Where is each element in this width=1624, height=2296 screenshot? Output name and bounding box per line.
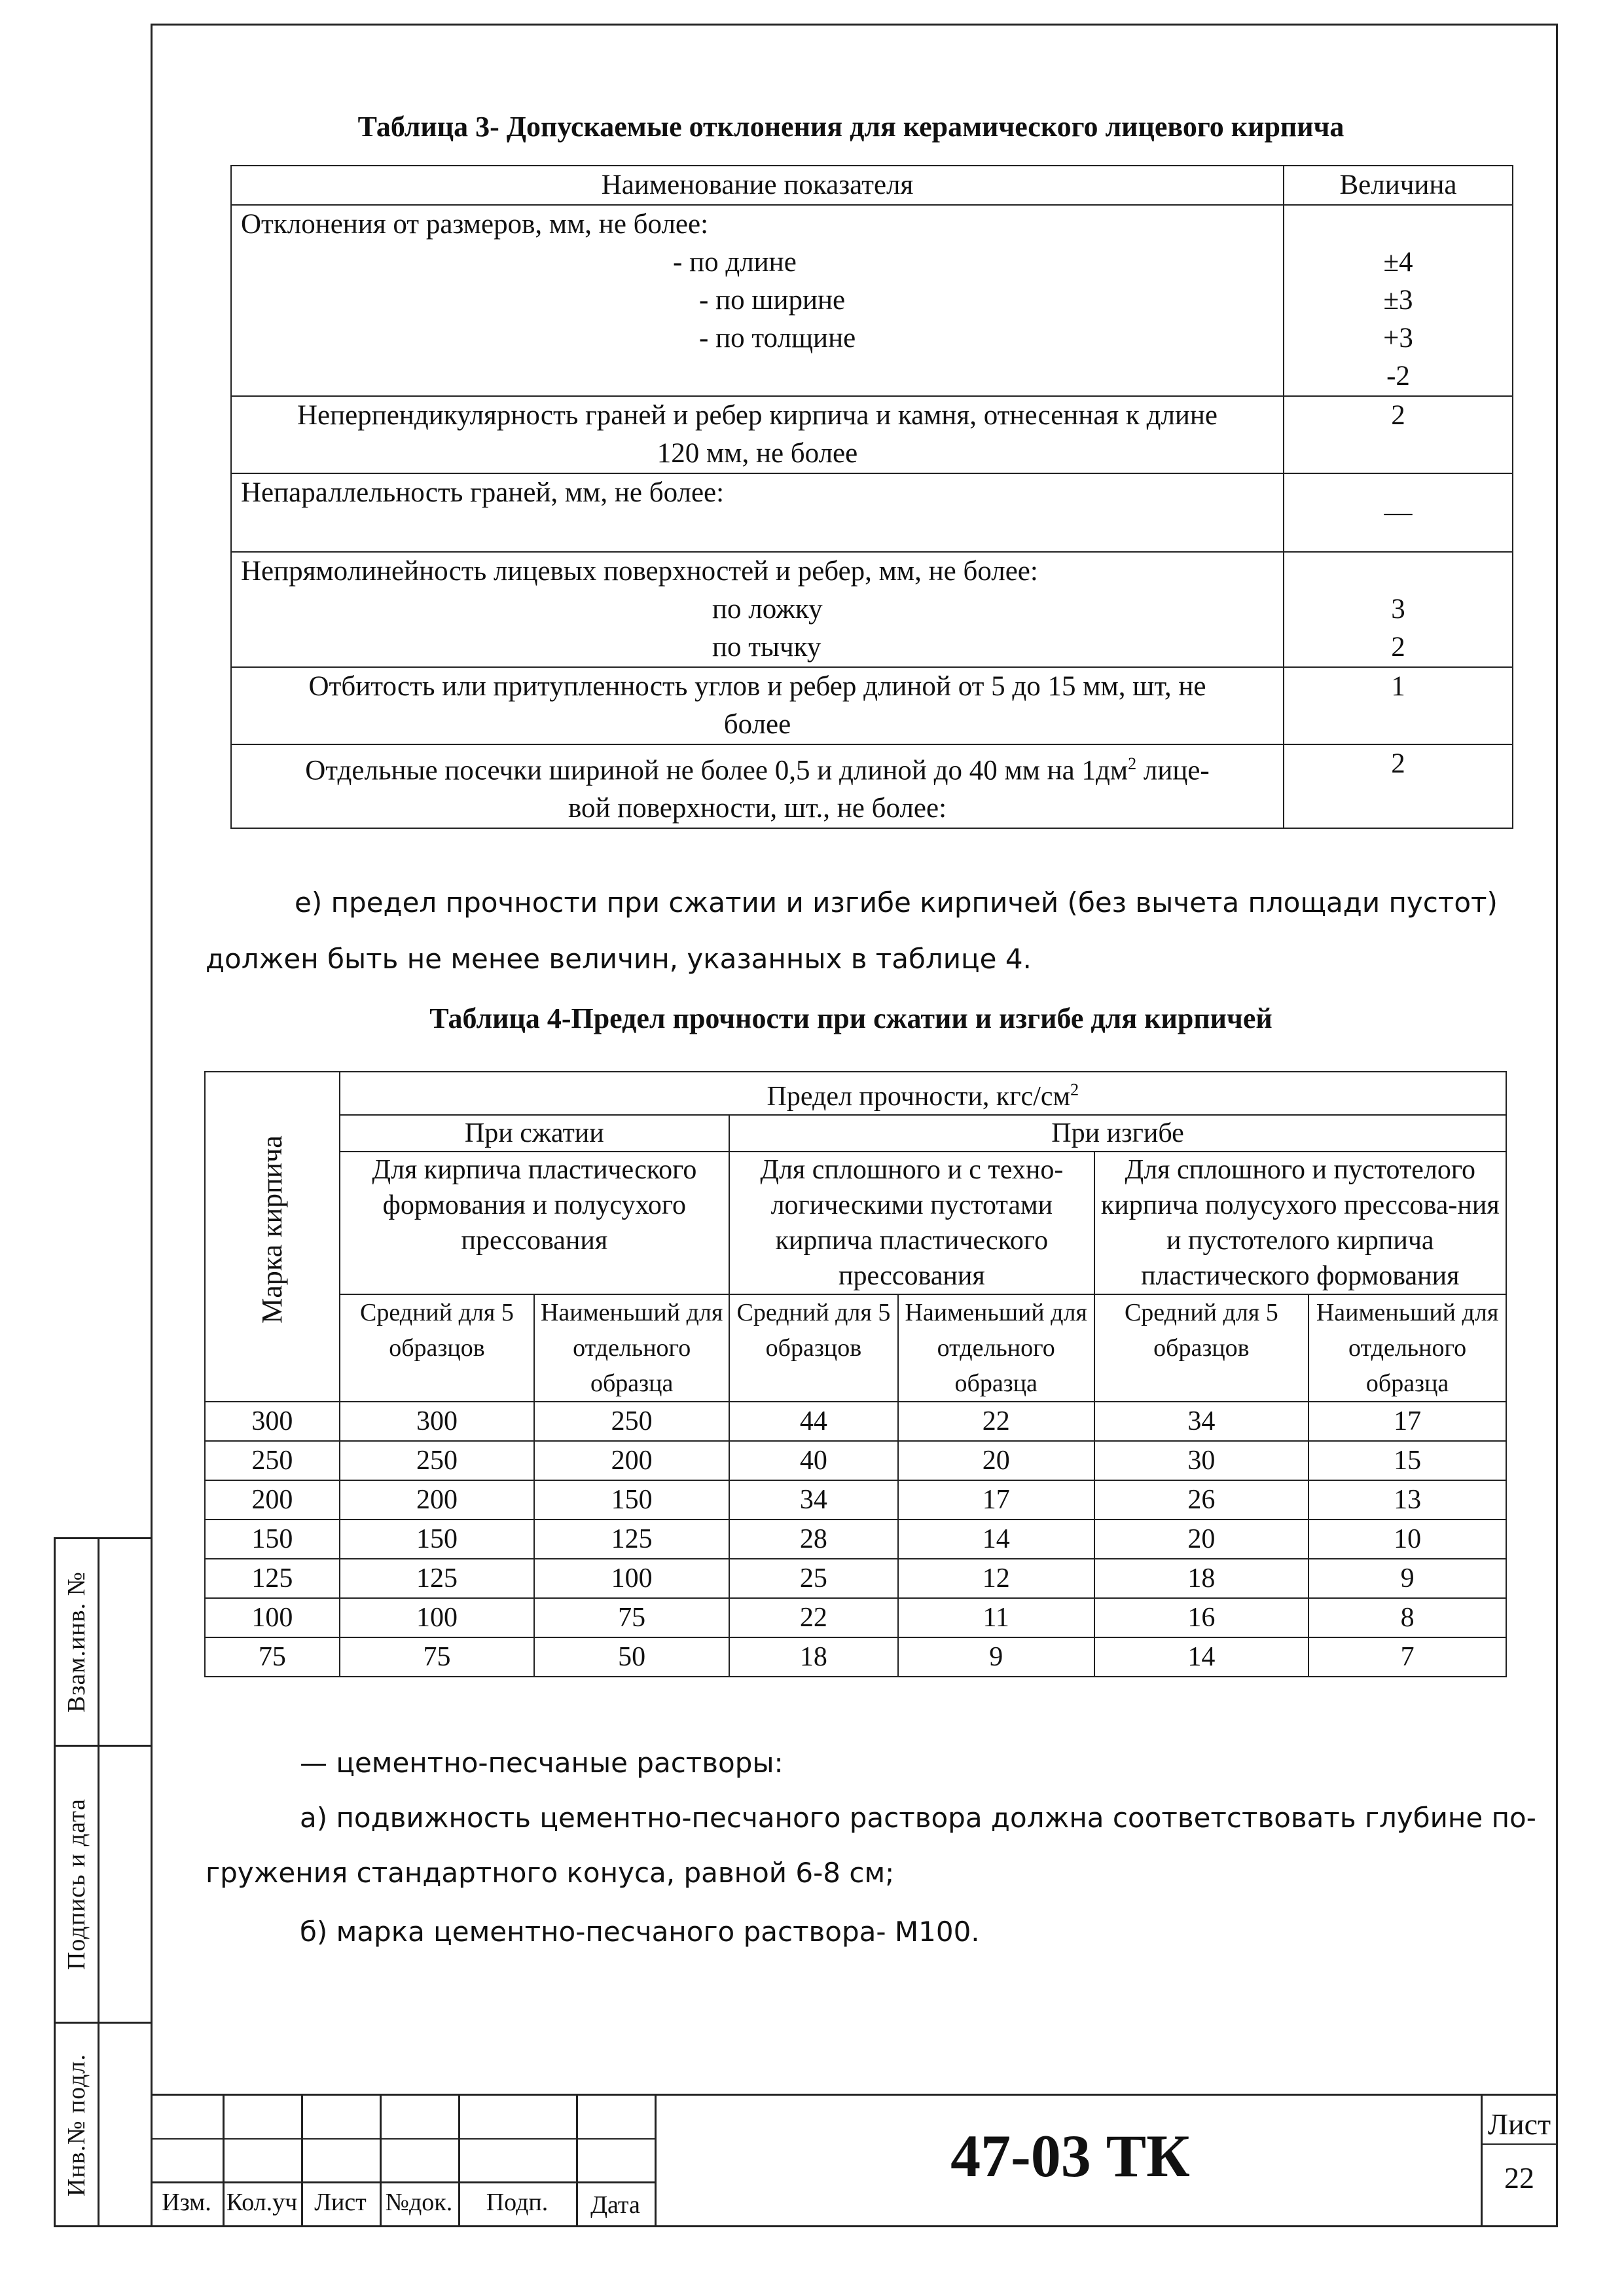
table3-cell <box>231 744 1284 828</box>
min-header: Наименьший для отдельного образца <box>898 1294 1094 1402</box>
table4-strength-header <box>340 1072 1506 1115</box>
value-cell: 14 <box>1094 1637 1309 1677</box>
table-row <box>205 1598 1506 1637</box>
stamp-top-line <box>151 2094 1558 2096</box>
table3-header-row <box>231 166 1513 205</box>
table3 <box>230 165 1513 829</box>
group1-header: Для кирпича пластического формования и полусухого прессования <box>340 1152 729 1294</box>
table-row <box>205 1559 1506 1598</box>
value-cell: 18 <box>1094 1559 1309 1598</box>
table-row <box>205 1402 1506 1441</box>
side-stamp <box>54 1537 151 2227</box>
value-cell: 40 <box>729 1441 898 1480</box>
table4-brand-header <box>205 1072 340 1402</box>
col-list: Лист <box>314 2189 367 2216</box>
value-cell: 125 <box>534 1520 729 1559</box>
value-cell: 16 <box>1094 1598 1309 1637</box>
side-cell-replaced-inv <box>56 1539 98 1745</box>
superscript: 2 <box>1128 754 1137 773</box>
table-row <box>231 396 1513 473</box>
table3-cell <box>231 552 1284 667</box>
value-cell: 15 <box>1308 1441 1506 1480</box>
para-e-line1: е) предел прочности при сжатии и изгибе кирпичей (без вычета площади пустот) <box>295 886 1498 919</box>
col-ndok: №док. <box>385 2189 453 2216</box>
table3-cell <box>231 667 1284 744</box>
table-row <box>231 205 1513 396</box>
value-cell: 30 <box>1094 1441 1309 1480</box>
table3-cell <box>231 205 1284 396</box>
row-title: Отклонения от размеров, мм, не более: <box>241 209 709 240</box>
spacer <box>1293 553 1503 591</box>
table-row <box>205 1480 1506 1520</box>
value-cell: 7 <box>1308 1637 1506 1677</box>
table3-caption: Таблица 3- Допускаемые отклонения для керамического лицевого кирпича <box>357 111 1344 143</box>
min-header: Наименьший для отдельного образца <box>534 1294 729 1402</box>
value-cell: 10 <box>1308 1520 1506 1559</box>
side-divider <box>98 1539 99 2225</box>
stamp-row-line <box>1481 2143 1558 2145</box>
table-row <box>205 1441 1506 1480</box>
col-kolvo: Кол.уч <box>226 2189 298 2216</box>
table3-cell <box>1284 205 1513 396</box>
value-cell: 75 <box>534 1598 729 1637</box>
side-cell-signature <box>56 1747 98 2022</box>
row-title: Непрямолинейность лицевых поверхностей и ребер, мм, не более: <box>241 556 1038 587</box>
row-value: 1 <box>1284 667 1513 744</box>
row-text-a: Отдельные посечки шириной не более 0,5 и длиной до 40 мм на 1дм <box>305 755 1128 786</box>
brand-cell: 100 <box>205 1598 340 1637</box>
row-sub: по ложку <box>712 594 823 625</box>
table-row <box>231 667 1513 744</box>
row-text-b: лице- <box>1136 755 1210 786</box>
row-text: вой поверхности, шт., не более: <box>568 793 947 824</box>
row-text: Неперпендикулярность граней и ребер кирпича и камня, отнесенная к длине <box>297 400 1218 431</box>
value-cell: 22 <box>729 1598 898 1637</box>
row-text: Непараллельность граней, мм, не более: <box>231 473 1284 552</box>
row-value: ±3 <box>1383 285 1413 316</box>
value-cell: 100 <box>534 1559 729 1598</box>
min-header: Наименьший для отдельного образца <box>1308 1294 1506 1402</box>
value-cell: 150 <box>340 1520 535 1559</box>
table4-header-row <box>205 1072 1506 1115</box>
table4-header-row <box>205 1294 1506 1402</box>
value-cell: 8 <box>1308 1598 1506 1637</box>
value-cell: 300 <box>340 1402 535 1441</box>
bending-header: При изгибе <box>729 1115 1506 1152</box>
row-text: 120 мм, не более <box>657 438 858 469</box>
mortar-a-line2: гружения стандартного конуса, равной 6-8 см; <box>206 1857 895 1889</box>
table3-cell <box>231 396 1284 473</box>
row-sub: - по длине <box>673 247 797 278</box>
strength-label: Предел прочности, кгс/см <box>767 1082 1071 1112</box>
value-cell: 18 <box>729 1637 898 1677</box>
table4 <box>204 1071 1507 1677</box>
row-sub: - по ширине <box>699 285 846 316</box>
value-cell: 14 <box>898 1520 1094 1559</box>
value-cell: 34 <box>729 1480 898 1520</box>
group2-header: Для сплошного и с техно-логическими пустотами кирпича пластического прессования <box>729 1152 1094 1294</box>
row-text <box>241 745 1274 790</box>
value-cell: 100 <box>340 1598 535 1637</box>
spacer <box>241 357 1274 395</box>
value-cell: 13 <box>1308 1480 1506 1520</box>
side-label-signature: Подпись и дата <box>63 1798 91 1971</box>
value-cell: 26 <box>1094 1480 1309 1520</box>
value-cell: 34 <box>1094 1402 1309 1441</box>
row-sub: - по толщине <box>699 323 856 354</box>
table3-cell <box>1284 552 1513 667</box>
table3-header-name: Наименование показателя <box>231 166 1284 205</box>
compression-header: При сжатии <box>340 1115 729 1152</box>
brand-cell: 200 <box>205 1480 340 1520</box>
value-cell: 200 <box>340 1480 535 1520</box>
value-cell: 250 <box>534 1402 729 1441</box>
value-cell: 28 <box>729 1520 898 1559</box>
avg5-header: Средний для 5 образцов <box>729 1294 898 1402</box>
brand-cell: 300 <box>205 1402 340 1441</box>
table-row <box>231 552 1513 667</box>
table-row <box>205 1637 1506 1677</box>
row-value: — <box>1284 473 1513 552</box>
group3-header: Для сплошного и пустотелого кирпича полусухого прессова-ния и пустотелого кирпича пластического формования <box>1094 1152 1506 1294</box>
row-sub: по тычку <box>712 632 821 663</box>
value-cell: 250 <box>340 1441 535 1480</box>
side-label-orig-inv: Инв.№ подл. <box>63 2053 91 2197</box>
mortar-a-line1: а) подвижность цементно-песчаного раствора должна соответствовать глубине по- <box>300 1802 1536 1834</box>
table4-caption: Таблица 4-Предел прочности при сжатии и изгибе для кирпичей <box>429 1002 1272 1034</box>
row-value: 2 <box>1284 396 1513 473</box>
avg5-header: Средний для 5 образцов <box>1094 1294 1309 1402</box>
table-row <box>231 744 1513 828</box>
col-izm: Изм. <box>162 2189 211 2216</box>
side-cell-orig-inv <box>56 2024 98 2227</box>
side-label-replaced-inv: Взам.инв. № <box>63 1571 91 1713</box>
mortar-heading: — цементно-песчаные растворы: <box>300 1747 784 1779</box>
spacer <box>1293 206 1503 244</box>
brand-header-label: Марка кирпича <box>255 1135 288 1324</box>
row-value: ±4 <box>1383 247 1413 278</box>
mortar-b: б) марка цементно-песчаного раствора- М100. <box>300 1916 980 1948</box>
table4-header-row <box>205 1115 1506 1152</box>
value-cell: 25 <box>729 1559 898 1598</box>
value-cell: 75 <box>340 1637 535 1677</box>
superscript: 2 <box>1070 1080 1079 1099</box>
value-cell: 17 <box>898 1480 1094 1520</box>
value-cell: 44 <box>729 1402 898 1441</box>
value-cell: 20 <box>898 1441 1094 1480</box>
vertical-wrap <box>208 1072 336 1387</box>
table-row <box>231 473 1513 552</box>
col-data: Дата <box>590 2191 640 2219</box>
avg5-header: Средний для 5 образцов <box>340 1294 535 1402</box>
para-e-line2: должен быть не менее величин, указанных в таблице 4. <box>206 943 1032 975</box>
value-cell: 11 <box>898 1598 1094 1637</box>
brand-cell: 150 <box>205 1520 340 1559</box>
sheet-label: Лист <box>1487 2107 1551 2141</box>
brand-cell: 125 <box>205 1559 340 1598</box>
value-cell: 22 <box>898 1402 1094 1441</box>
row-text: более <box>723 709 791 740</box>
sheet-number: 22 <box>1504 2161 1534 2195</box>
value-cell: 200 <box>534 1441 729 1480</box>
value-cell: 20 <box>1094 1520 1309 1559</box>
brand-cell: 75 <box>205 1637 340 1677</box>
table3-header-value: Величина <box>1284 166 1513 205</box>
stamp-row-line <box>151 2138 655 2140</box>
value-cell: 150 <box>534 1480 729 1520</box>
brand-cell: 250 <box>205 1441 340 1480</box>
value-cell: 50 <box>534 1637 729 1677</box>
row-value: 2 <box>1391 632 1405 663</box>
row-text: Отбитость или притупленность углов и ребер длиной от 5 до 15 мм, шт, не <box>308 671 1206 702</box>
table-row <box>205 1520 1506 1559</box>
table4-body <box>205 1402 1506 1677</box>
value-cell: 12 <box>898 1559 1094 1598</box>
row-value: +3 <box>1383 323 1413 354</box>
value-cell: 9 <box>898 1637 1094 1677</box>
row-value: -2 <box>1386 361 1410 392</box>
table4-header-row <box>205 1152 1506 1294</box>
col-podp: Подп. <box>486 2189 549 2216</box>
value-cell: 125 <box>340 1559 535 1598</box>
row-value: 2 <box>1284 744 1513 828</box>
stamp-row-line <box>151 2181 655 2183</box>
document-code: 47-03 ТК <box>950 2123 1190 2189</box>
value-cell: 9 <box>1308 1559 1506 1598</box>
value-cell: 17 <box>1308 1402 1506 1441</box>
row-value: 3 <box>1391 594 1405 625</box>
